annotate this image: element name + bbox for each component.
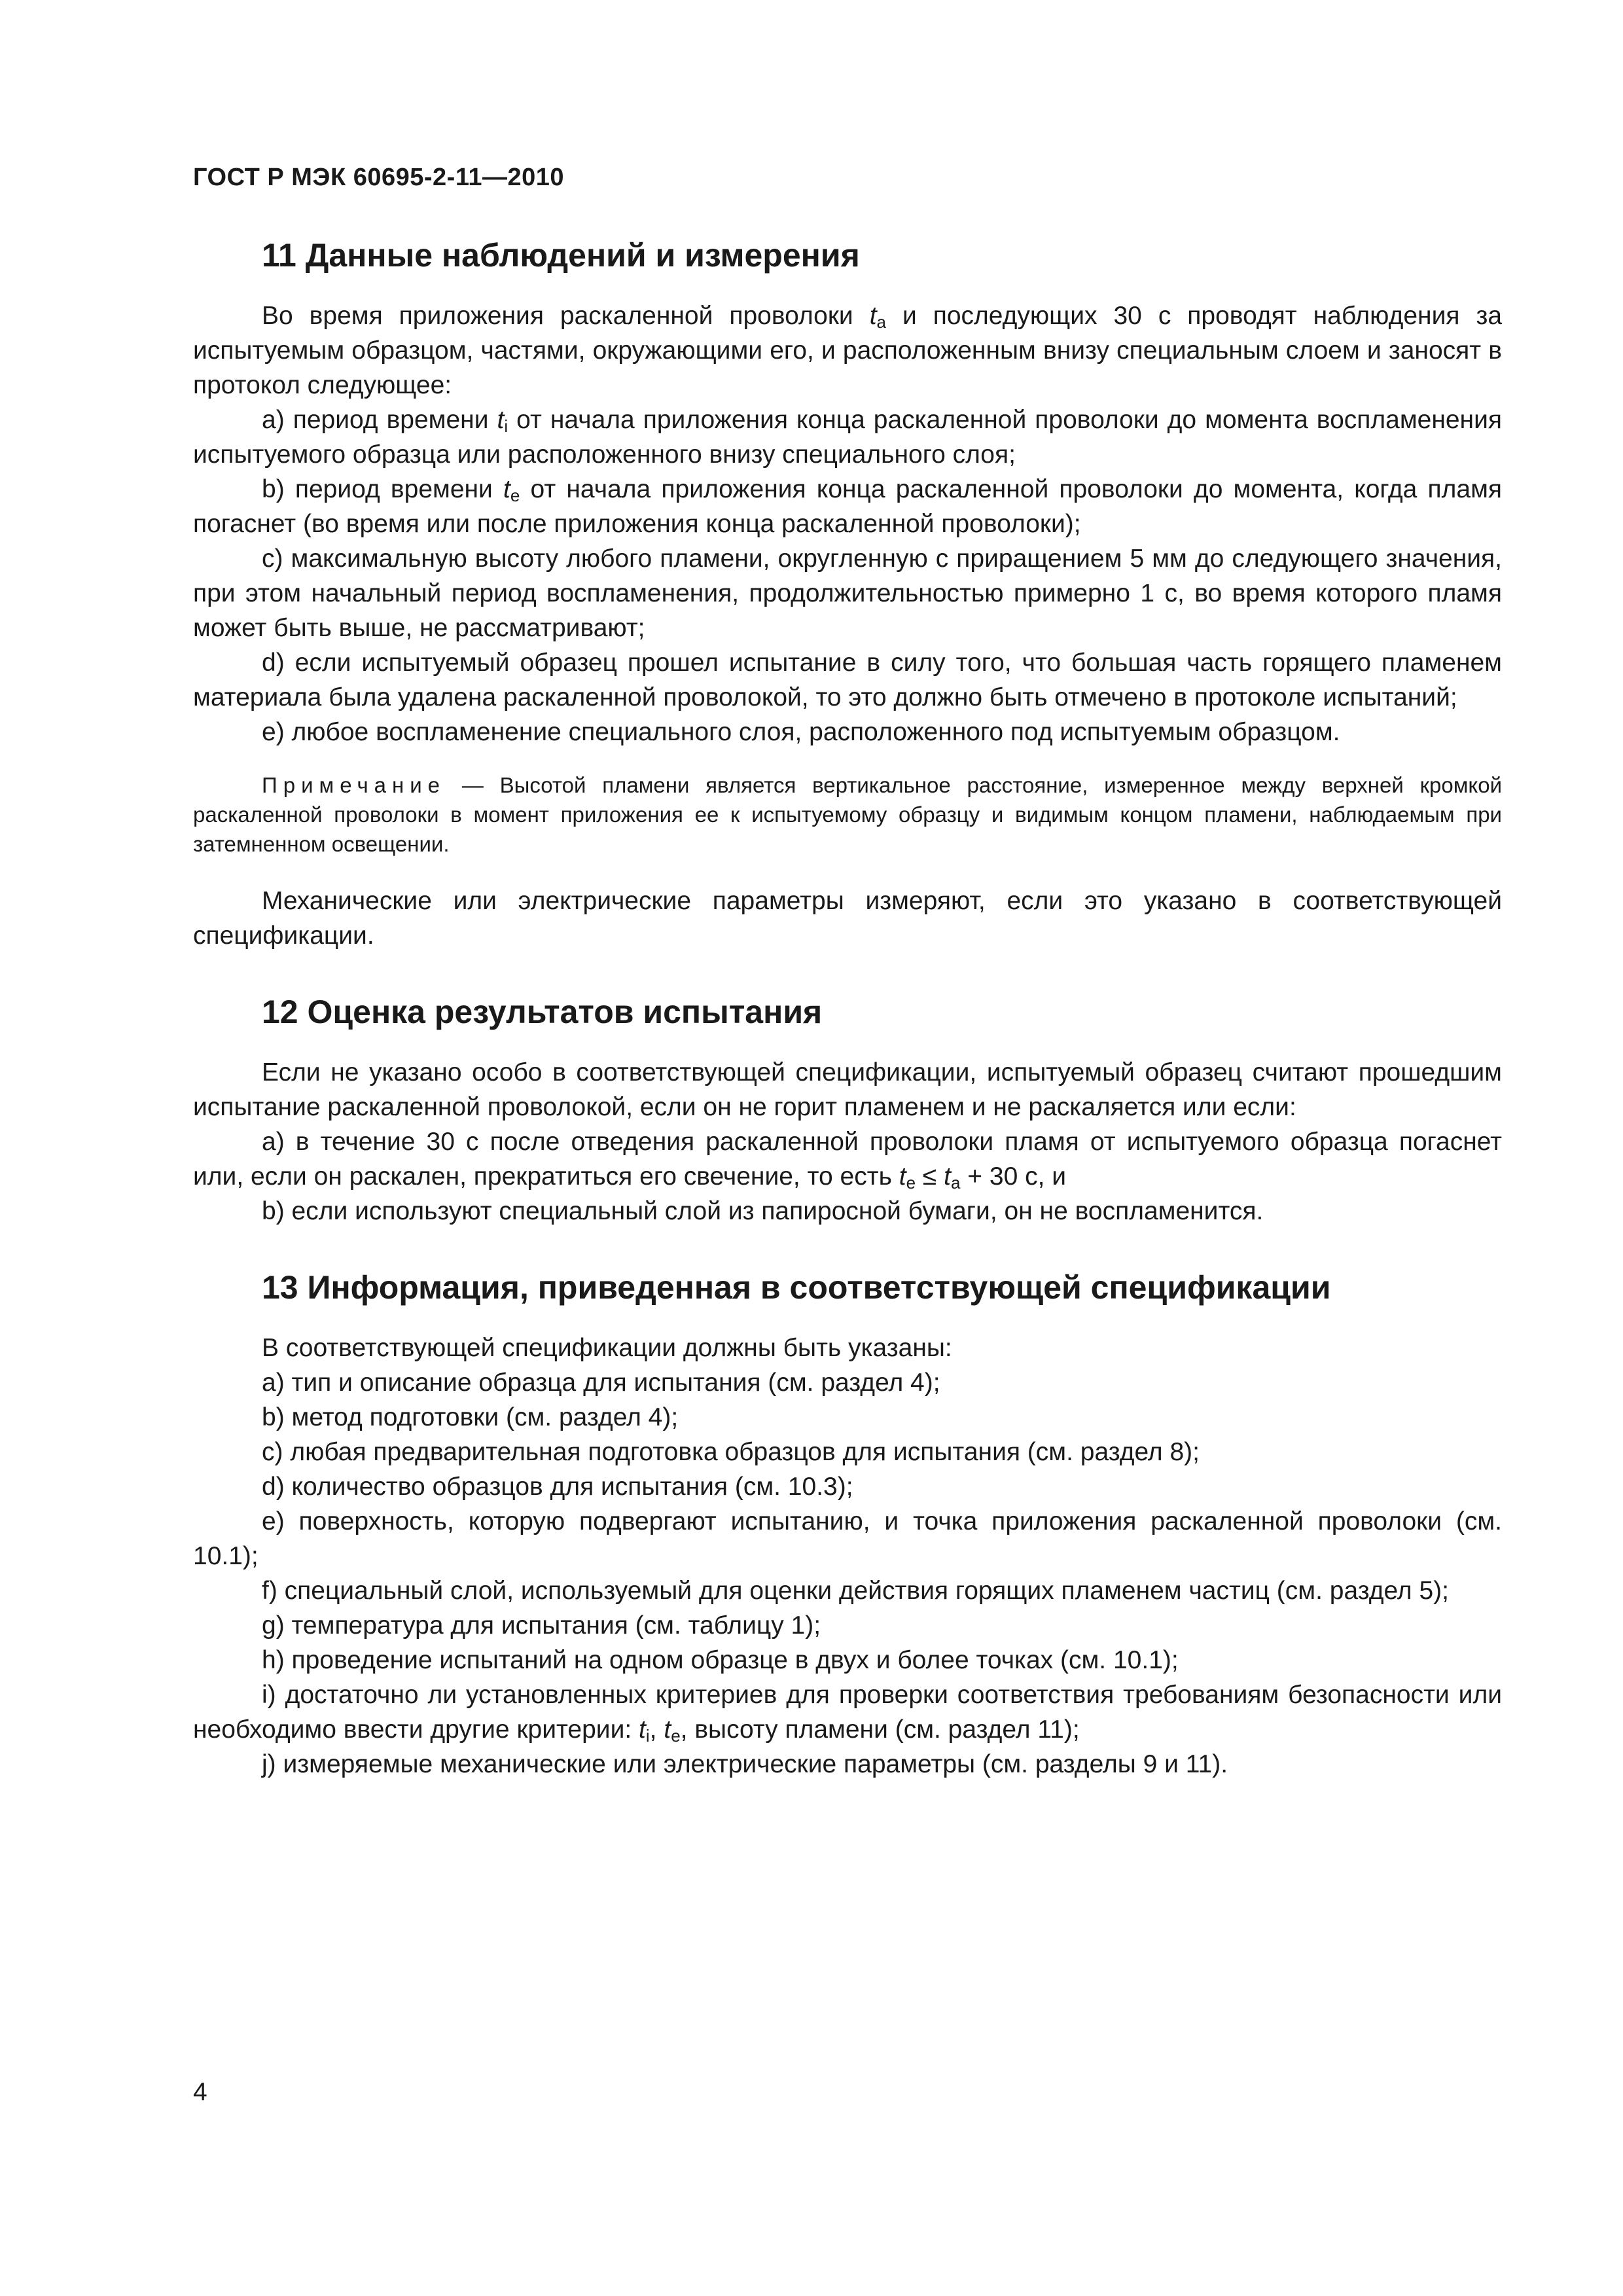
section-13-item-d: d) количество образцов для испытания (см. 10.3);	[262, 1473, 853, 1501]
section-13-item-j: j) измеряемые механические или электрические параметры (см. разделы 9 и 11).	[262, 1750, 1228, 1778]
section-11-title: 11 Данные наблюдений и измерения	[262, 237, 860, 274]
section-11-item-b: b) период времени $t_e$ от начала приложения конца раскаленной проволоки до момента, когда пламя погаснет (во время или после приложения конца раскаленной проволоки);	[193, 475, 1503, 538]
section-13-item-i: i) достаточно ли установленных критериев для проверки соответствия требованиям безопасности или необходимо ввести другие критерии: $t_i$, $t_e$, высоту пламени (см. раздел 11);	[193, 1681, 1502, 1746]
section-11-note: Примечание — Высотой пламени является вертикальное расстояние, измеренное между верхней кромкой раскаленной проволоки в момент приложения ее к испытуемому образцу и видимым концом пламени, наблюдаемым при затемненном освещении.	[193, 773, 1502, 856]
section-13-item-h: h) проведение испытаний на одном образце в двух и более точках (см. 10.1);	[262, 1646, 1179, 1674]
section-12-title: 12 Оценка результатов испытания	[262, 994, 823, 1030]
section-13-item-e: e) поверхность, которую подвергают испытанию, и точка приложения раскаленной проволоки (см. 10.1);	[193, 1507, 1502, 1570]
section-11-item-e: e) любое воспламенение специального слоя, расположенного под испытуемым образцом.	[262, 718, 1340, 746]
section-13-item-b: b) метод подготовки (см. раздел 4);	[262, 1403, 679, 1431]
section-13-item-f: f) специальный слой, используемый для оценки действия горящих пламенем частиц (см. раздел 5);	[262, 1577, 1449, 1605]
section-11-item-a: a) период времени $t_i$ от начала приложения конца раскаленной проволоки до момента воспламенения испытуемого образца или расположенного внизу специального слоя;	[193, 406, 1502, 469]
document-body	[193, 236, 1502, 1782]
section-13-item-c: c) любая предварительная подготовка образцов для испытания (см. раздел 8);	[262, 1438, 1200, 1466]
document-header: ГОСТ Р МЭК 60695-2-11—2010	[193, 164, 565, 191]
section-12-intro: Если не указано особо в соответствующей спецификации, испытуемый образец считают прошедшим испытание раскаленной проволокой, если он не горит пламенем и не раскаляется или если:	[193, 1058, 1502, 1121]
section-12-item-a: a) в течение 30 с после отведения раскаленной проволоки пламя от испытуемого образца погаснет или, если он раскален, прекратиться его свечение, то есть $t_e \le t_a + 30$ с, и	[193, 1128, 1502, 1193]
section-13-item-a: a) тип и описание образца для испытания (см. раздел 4);	[262, 1369, 940, 1397]
page-number: 4	[193, 2078, 207, 2106]
section-11-item-c: c) максимальную высоту любого пламени, округленную с приращением 5 мм до следующего значения, при этом начальный период воспламенения, продолжительностью примерно 1 с, во время которого пламя может быть выше, не рассматривают;	[193, 545, 1502, 642]
section-12-item-b: b) если используют специальный слой из папиросной бумаги, он не воспламенится.	[262, 1197, 1264, 1225]
section-13-title: 13 Информация, приведенная в соответствующей спецификации	[262, 1269, 1331, 1306]
note-label: Примечание	[262, 773, 446, 797]
section-11-intro: Во время приложения раскаленной проволоки $t_a$ и последующих 30 с проводят наблюдения за испытуемым образцом, частями, окружающими его, и расположенным внизу специальным слоем и заносят в протокол следующее:	[193, 302, 1503, 399]
section-11-closing: Механические или электрические параметры измеряют, если это указано в соответствующей спецификации.	[193, 887, 1502, 950]
section-13-intro: В соответствующей спецификации должны быть указаны:	[262, 1334, 952, 1362]
section-13-item-g: g) температура для испытания (см. таблицу 1);	[262, 1611, 821, 1640]
section-11-item-d: d) если испытуемый образец прошел испытание в силу того, что большая часть горящего пламенем материала была удалена раскаленной проволокой, то это должно быть отмечено в протоколе испытаний;	[193, 649, 1502, 711]
